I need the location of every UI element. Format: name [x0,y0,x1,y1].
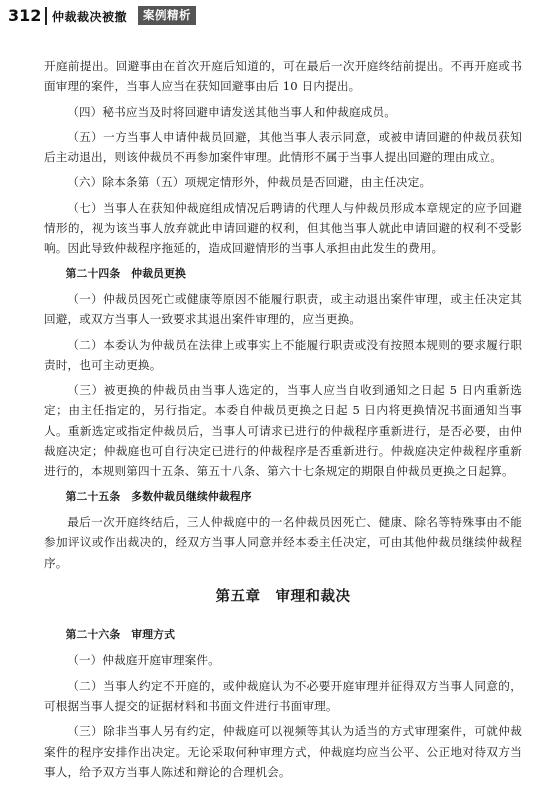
paragraph: （三）除非当事人另有约定，仲裁庭可以视频等其认为适当的方式审理案件，可就仲裁案件的程序安排作出决定。无论采取何种审理方式，仲裁庭均应当公平、公正地对待双方当事人，给予双方当事人陈述和辩论的合理机会。 [44,724,522,779]
document-body [44,56,522,787]
paragraph-continued: 开庭前提出。回避事由在首次开庭后知道的，可在最后一次开庭终结前提出。不再开庭或书面审理的案件，当事人应当在获知回避事由后 10 日内提出。 [44,59,522,94]
book-title: 仲裁裁决被撤 [52,10,128,24]
paragraph: （一）仲裁庭开庭审理案件。 [67,653,220,668]
article-heading: 第二十五条 多数仲裁员继续仲裁程序 [65,489,252,503]
paragraph: （一）仲裁员因死亡或健康等原因不能履行职责，或主动退出案件审理，或主任决定其回避，或双方当事人一致要求其退出案件审理的，应当更换。 [44,291,522,327]
paragraph: （四）秘书应当及时将回避申请发送其他当事人和仲裁庭成员。 [67,104,397,119]
chapter-heading: 第五章 审理和裁决 [215,588,351,605]
section-tag: 案例精析 [138,6,196,25]
paragraph: （二）本委认为仲裁员在法律上或事实上不能履行职责或没有按照本规则的要求履行职责时，也可主动更换。 [44,337,522,372]
paragraph: 最后一次开庭终结后，三人仲裁庭中的一名仲裁员因死亡、健康、除名等特殊事由不能参加评议或作出裁决的，经双方当事人同意并经本委主任决定，可由其他仲裁员继续仲裁程序。 [44,514,522,570]
paragraph: （七）当事人在获知仲裁庭组成情况后聘请的代理人与仲裁员形成本章规定的应予回避情形的，视为该当事人放弃就此申请回避的权利，但其他当事人就此申请回避的权利不受影响。因此导致仲裁程序拖延的，造成回避情形的当事人承担由此发生的费用。 [44,200,522,256]
paragraph: （六）除本条第（五）项规定情形外，仲裁员是否回避，由主任决定。 [67,175,432,190]
article-heading: 第二十四条 仲裁员更换 [65,266,187,280]
article-heading: 第二十六条 审理方式 [65,628,176,642]
header-divider [45,7,47,25]
page-number: 312 [8,6,42,25]
page-header [0,4,558,32]
paragraph: （五）一方当事人申请仲裁员回避，其他当事人表示同意，或被申请回避的仲裁员获知后主动退出，则该仲裁员不再参加案件审理。此情形不属于当事人提出回避的理由成立。 [44,129,522,165]
paragraph: （二）当事人约定不开庭的，或仲裁庭认为不必要开庭审理并征得双方当事人同意的，可根据当事人提交的证据材料和书面文件进行书面审理。 [44,678,522,714]
paragraph: （三）被更换的仲裁员由当事人选定的，当事人应当自收到通知之日起 5 日内重新选定；由主任指定的，另行指定。本委自仲裁员更换之日起 5 日内将更换情况书面通知当事人。重新选定或指定仲裁员后，当事人可请求已进行的仲裁程序重新进行，是否必要，由仲裁庭决定；仲裁庭也可自行决定已进行的仲裁程序是否重新进行。仲裁庭决定仲裁程序重新进行的，本规则第四十五条、第五十八条、第六十七条规定的期限自仲裁员更换之日起算。 [44,383,522,479]
